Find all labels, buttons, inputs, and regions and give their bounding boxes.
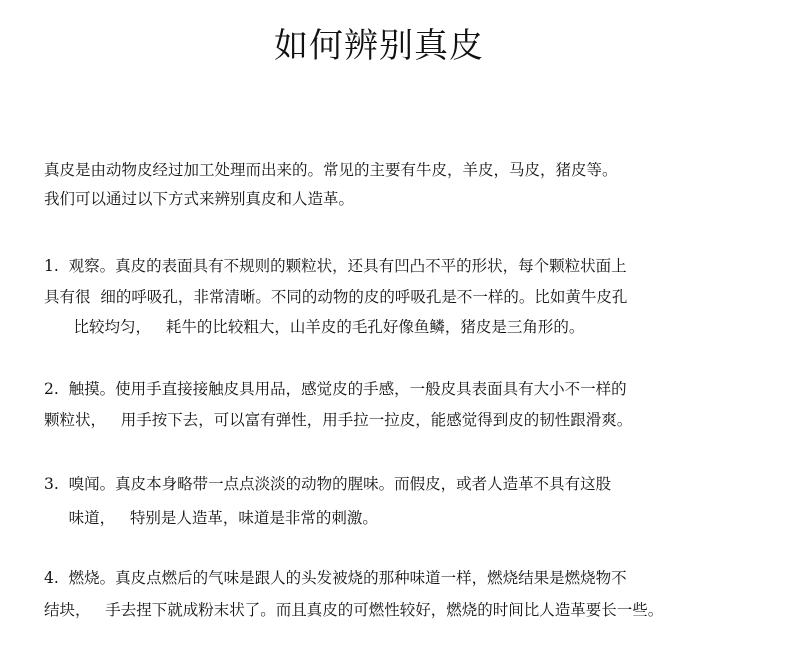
section-touch-line: 颗粒状， 用手按下去，可以富有弹性，用手拉一拉皮，能感觉得到皮的韧性跟滑爽。 [44, 411, 633, 429]
section-smell-line: 3. 嗅闻。真皮本身略带一点点淡淡的动物的腥味。而假皮，或者人造革不具有这股 [44, 475, 612, 493]
section-observe-line: 1. 观察。真皮的表面具有不规则的颗粒状，还具有凹凸不平的形状，每个颗粒状面上 [44, 257, 627, 275]
section-touch-line: 2. 触摸。使用手直接接触皮具用品，感觉皮的手感，一般皮具表面具有大小不一样的 [44, 380, 627, 398]
document-title: 如何辨别真皮 [274, 26, 484, 66]
intro-line: 我们可以通过以下方式来辨别真皮和人造革。 [44, 190, 355, 208]
section-burn-line: 结块， 手去捏下就成粉末状了。而且真皮的可燃性较好，燃烧的时间比人造革要长一些。 [44, 601, 664, 619]
section-observe-line: 比较均匀， 耗牛的比较粗大，山羊皮的毛孔好像鱼鳞，猪皮是三角形的。 [44, 318, 585, 336]
section-observe-line: 具有很 细的呼吸孔，非常清晰。不同的动物的皮的呼吸孔是不一样的。比如黄牛皮孔 [44, 288, 628, 306]
intro-line: 真皮是由动物皮经过加工处理而出来的。常见的主要有牛皮，羊皮，马皮，猪皮等。 [44, 161, 618, 179]
section-burn-line: 4. 燃烧。真皮点燃后的气味是跟人的头发被烧的那种味道一样，燃烧结果是燃烧物不 [44, 569, 627, 587]
section-smell-line: 味道， 特别是人造革，味道是非常的刺激。 [44, 509, 378, 527]
